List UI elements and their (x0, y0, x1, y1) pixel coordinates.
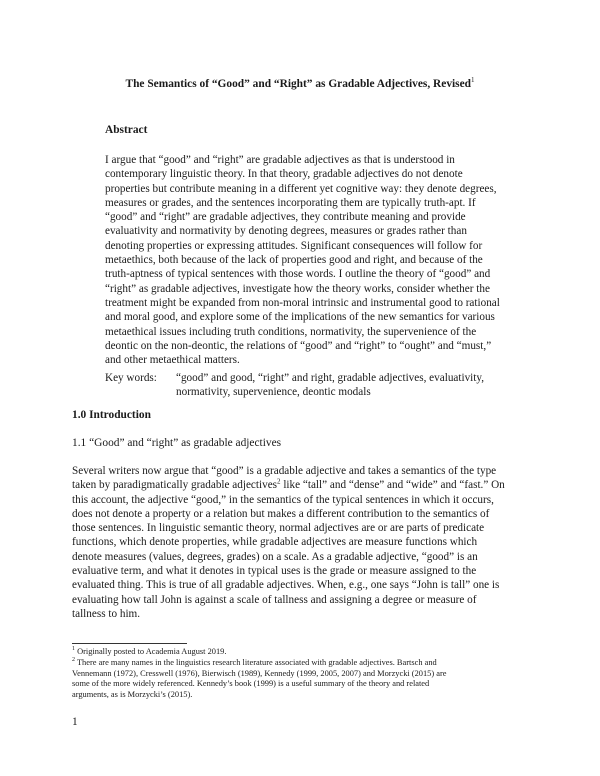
intro-line: tallness to him. (72, 607, 141, 620)
subsection-heading: 1.1 “Good” and “right” as gradable adjectives (72, 437, 282, 449)
paper-title (72, 77, 528, 91)
footnote-2-line (72, 658, 532, 669)
page-number: 1 (72, 716, 78, 728)
intro-line (72, 478, 532, 492)
abstract-line: measures or grades, and the sentences incorporating them are typically truth-apt. If (105, 196, 476, 209)
footnote-separator (72, 643, 187, 644)
abstract-line: “right” as gradable adjectives, investigate how the theory works, consider whether the (105, 282, 490, 295)
intro-line: this account, the adjective “good,” in the semantics of the typical sentences in which it occurs, (72, 493, 494, 506)
footnote-2-text: There are many names in the linguistics research literature associated with gradable adjectives. Bartsch and (75, 657, 437, 667)
footnote-2-number: 2 (72, 657, 75, 663)
intro-line: those sentences. In linguistic semantic theory, normal adjectives are or are parts of predicate (72, 522, 485, 535)
footnote-2-line: arguments, as is Morzycki’s (2015). (72, 690, 193, 700)
footnotes (72, 647, 532, 701)
intro-line: evaluative term, and what it denotes in typical uses is the grade or measure assigned to the (72, 565, 477, 578)
abstract-line: properties but contribute meaning in a different yet cognitive way: they denote degrees, (105, 182, 497, 195)
abstract-line: I argue that “good” and “right” are gradable adjectives as that is understood in (105, 154, 455, 166)
intro-line: functions, which denote properties, while gradable adjectives are measure functions which (72, 536, 478, 549)
footnote-2-line: Vennemann (1972), Cresswell (1976), Bierwisch (1989), Kennedy (1999, 2005, 2007) and Morzycki (2015) are (72, 668, 447, 678)
intro-line-text: like “tall” and “dense” and “wide” and “fast.” On (280, 479, 505, 492)
keywords-label: Key words: (105, 372, 157, 384)
abstract-line: contemporary linguistic theory. In that theory, gradable adjectives do not denote (105, 168, 463, 181)
intro-line: evaluating how tall John is against a scale of tallness and assigning a degree or measure of (72, 593, 477, 606)
keywords-line: “good” and good, “right” and right, gradable adjectives, evaluativity, (176, 372, 485, 384)
abstract-line: evaluativity and normativity by denoting degrees, measures or grades rather than (105, 225, 467, 238)
paper-title-text: The Semantics of “Good” and “Right” as Gradable Adjectives, Revised (125, 78, 472, 90)
abstract-line: “good” and “right” are gradable adjectives, they contribute meaning and provide (105, 211, 466, 224)
abstract-line: and moral good, and explore some of the implications of the new semantics for various (105, 311, 495, 324)
abstract-line: truth-aptness of typical sentences with those words. I outline the theory of “good” and (105, 268, 491, 281)
intro-line: evaluated thing. This is true of all gradable adjectives. When, e.g., one says “John is tall” one is (72, 579, 500, 592)
keywords-line: normativity, supervenience, deontic modals (176, 386, 371, 399)
abstract-line: denoting properties or expressing attitudes. Significant consequences will follow for (105, 239, 483, 252)
keywords-list (176, 371, 536, 400)
intro-line: does not denote a property or a relation but makes a different contribution to the semantics of (72, 507, 490, 520)
intro-line: Several writers now argue that “good” is a gradable adjective and takes a semantics of the type (72, 465, 497, 477)
abstract-heading: Abstract (105, 124, 148, 136)
footnote-1 (72, 647, 532, 658)
intro-line: denote measures (values, degrees, grades) on a scale. As a gradable adjective, “good” is an (72, 550, 478, 563)
abstract-line: metaethical issues including truth conditions, normativity, the supervenience of the (105, 325, 477, 338)
section-heading: 1.0 Introduction (72, 409, 151, 421)
footnote-1-number: 1 (72, 646, 75, 653)
abstract-line: and other metaethical matters. (105, 354, 240, 367)
title-footnote-ref: 1 (471, 76, 475, 85)
footnote-2-line: some of the more widely referenced. Kennedy’s book (1999) is a useful summary of the theory and related (72, 679, 430, 689)
abstract-line: deontic on the non-deontic, the relations of “good” and “right” to “ought” and “must,” (105, 339, 492, 352)
footnote-1-text: Originally posted to Academia August 2019. (75, 647, 227, 656)
abstract-line: treatment might be expanded from non-moral intrinsic and instrumental good to rational (105, 296, 500, 309)
abstract-line: metaethics, both because of the lack of properties good and right, and because of the (105, 254, 483, 267)
intro-footnote-ref: 2 (277, 477, 281, 486)
introduction-paragraph (72, 464, 532, 621)
intro-line-text: taken by paradigmatically gradable adjectives (72, 479, 278, 492)
abstract-paragraph (105, 153, 500, 367)
